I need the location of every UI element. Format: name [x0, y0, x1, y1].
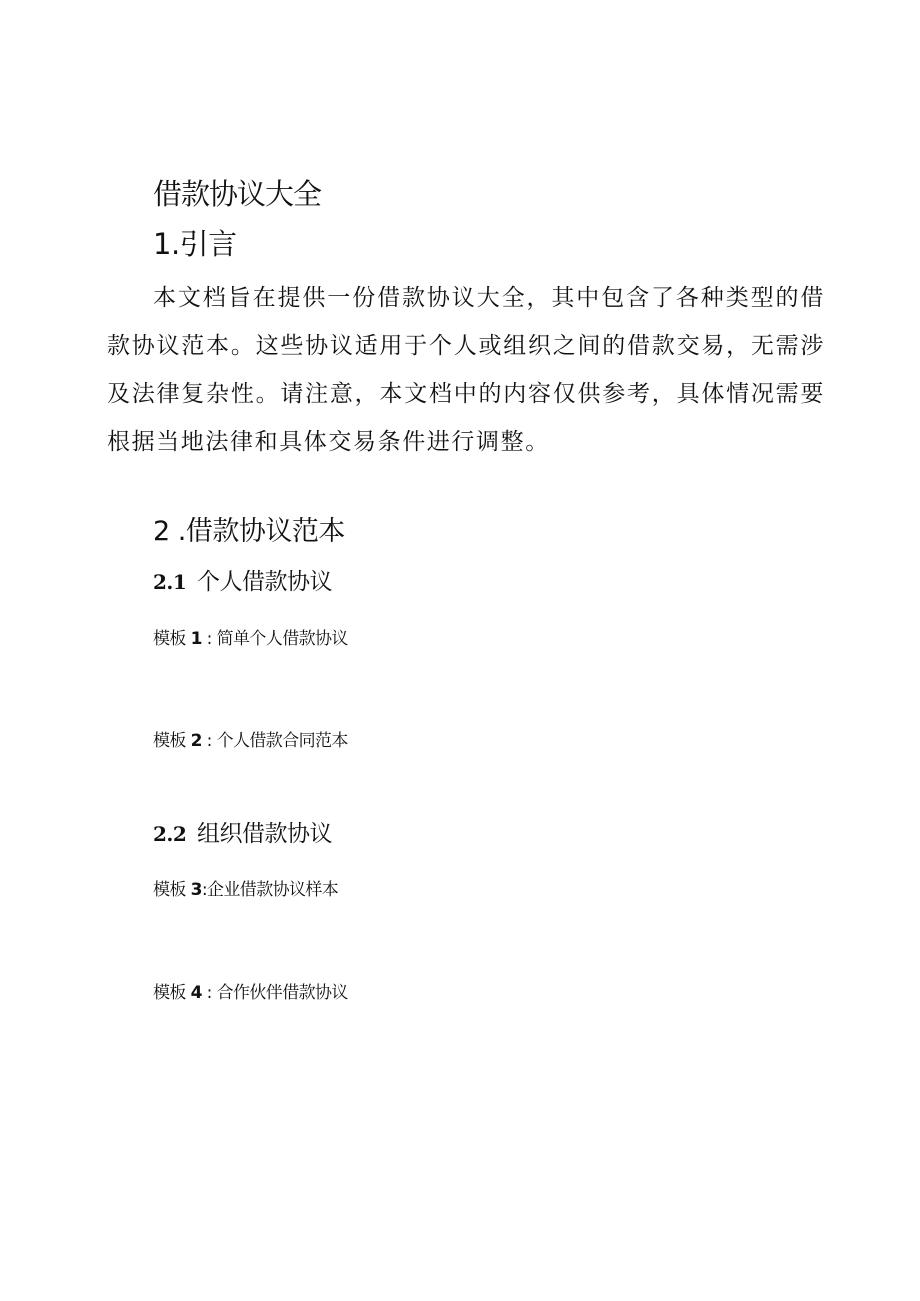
intro-paragraph: 本文档旨在提供一份借款协议大全，其中包含了各种类型的借款协议范本。这些协议适用于个人或组织之间的借款交易，无需涉及法律复杂性。请注意，本文档中的内容仅供参考，具体情况需要根据当地法律和具体交易条件进行调整。 [107, 285, 825, 455]
subsection-2-1-heading [153, 566, 332, 598]
template-item: 模板 2 : 个人借款合同范本 [153, 731, 348, 751]
subsection-title: 个人借款协议 [197, 569, 332, 595]
subsection-number: 2.1 [153, 570, 187, 594]
subsection-number: 2.2 [153, 822, 187, 846]
subsection-2-2-heading [153, 818, 332, 850]
template-item: 模板 1 : 简单个人借款协议 [153, 629, 348, 649]
section-2-heading: 2 .借款协议范本 [153, 516, 345, 547]
template-item: 模板 3:企业借款协议样本 [153, 880, 339, 900]
section-1-heading: 1.引言 [153, 227, 237, 261]
document-title: 借款协议大全 [153, 177, 322, 211]
template-item: 模板 4 : 合作伙伴借款协议 [153, 983, 348, 1003]
subsection-title: 组织借款协议 [197, 821, 332, 847]
